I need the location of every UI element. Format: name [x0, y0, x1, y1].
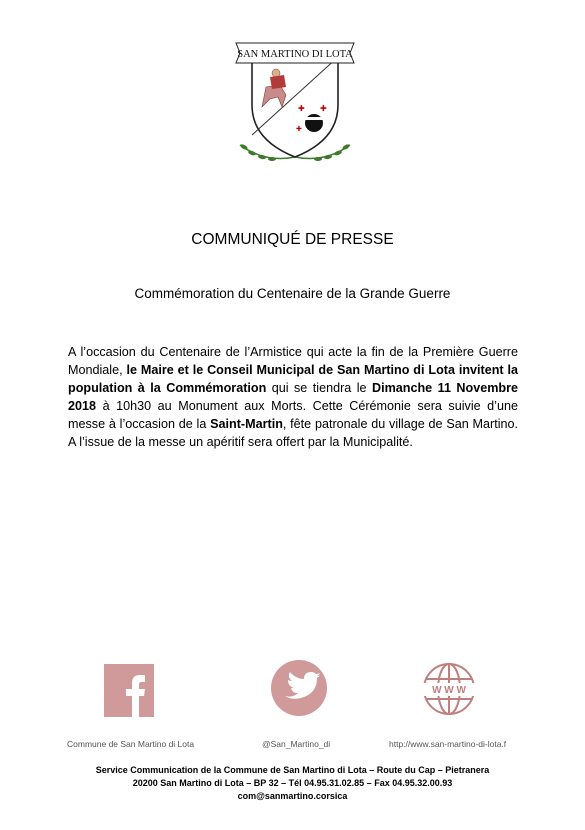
body-text-4: , fête patronale du village de San Martino. A l’issue de la messe un apéritif sera offert par la Municipalité. — [68, 417, 519, 449]
footer-line-address: Service Communication de la Commune de San Martino di Lota – Route du Cap – Pietranera — [95, 765, 490, 775]
svg-text:✚: ✚ — [298, 104, 305, 113]
svg-text:✚: ✚ — [320, 104, 327, 113]
svg-text:✚: ✚ — [296, 126, 302, 133]
page-title: COMMUNIQUÉ DE PRESSE — [191, 231, 394, 248]
twitter-handle-label[interactable]: @San_Martino_di — [262, 739, 331, 749]
body-text-3: à 10h30 au Monument aux Morts. Cette Cérémonie sera suivie d’une messe à l’occasion de la — [68, 399, 518, 431]
footer-line-phone: 20200 San Martino di Lota – BP 32 – Tél 04.95.31.02.85 – Fax 04.95.32.00.93 — [132, 778, 453, 788]
body-bold-saint-martin: Saint-Martin — [210, 417, 283, 431]
facebook-link-label[interactable]: Commune de San Martino di Lota — [67, 739, 195, 749]
footer-email[interactable]: com@sanmartino.corsica — [237, 791, 348, 801]
body-bold-date: Dimanche 11 Novembre 2018 — [68, 381, 519, 413]
page-subtitle: Commémoration du Centenaire de la Grande Guerre — [134, 286, 451, 301]
facebook-icon[interactable] — [104, 664, 154, 717]
footer-contact — [0, 764, 585, 803]
body-bold-1: le Maire et le Conseil Municipal de San Martino di Lota invitent la population à la Commémoration — [68, 363, 518, 395]
website-link-label[interactable]: http://www.san-martino-di-lota.f — [389, 739, 507, 749]
www-icon-text: W W W — [432, 685, 466, 696]
crest-banner-text: SAN MARTINO DI LOTA — [237, 49, 353, 60]
press-release-body — [68, 343, 518, 451]
body-text-2: qui se tiendra le — [266, 381, 372, 395]
twitter-icon[interactable] — [271, 660, 327, 716]
coat-of-arms-logo — [230, 35, 360, 165]
body-text-1: A l’occasion du Centenaire de l’Armistice qui acte la fin de la Première Guerre Mondiale, — [68, 345, 518, 377]
globe-www-icon[interactable] — [421, 661, 477, 717]
